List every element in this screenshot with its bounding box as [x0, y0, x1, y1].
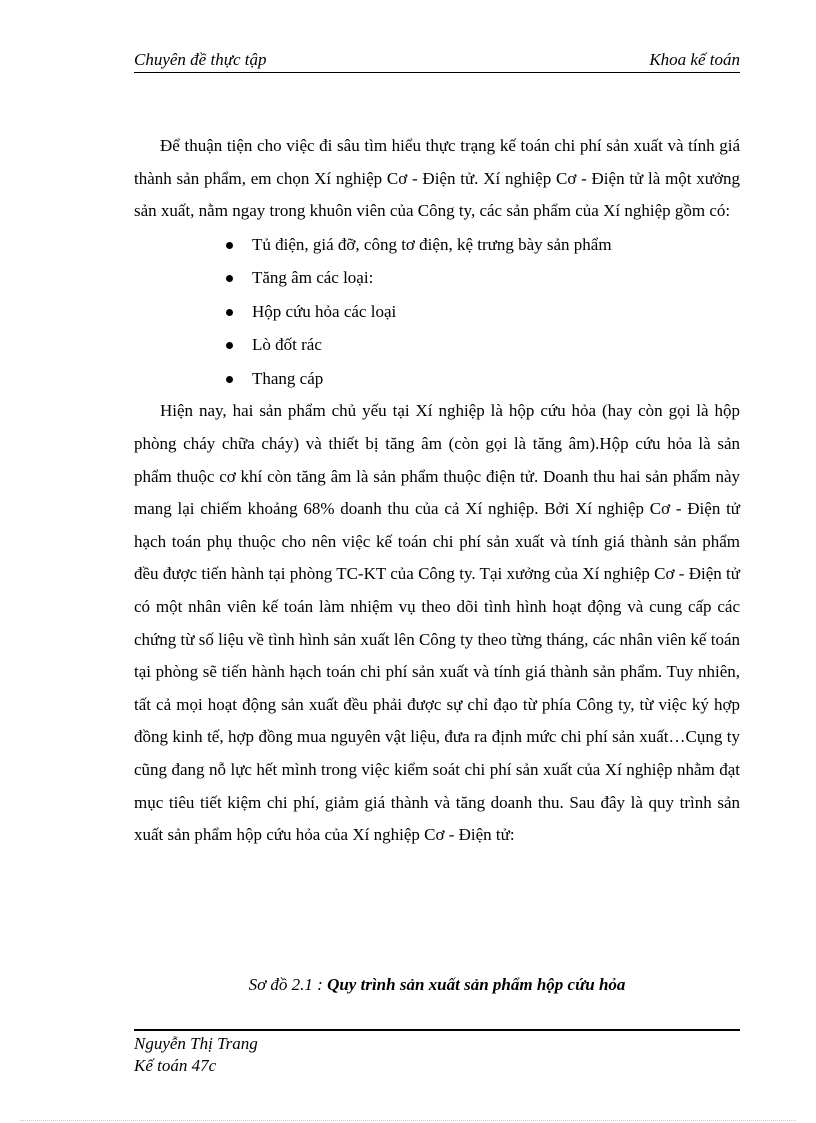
main-paragraph: Hiện nay, hai sản phẩm chủ yếu tại Xí nghiệp là hộp cứu hỏa (hay còn gọi là hộp phòng cháy chữa cháy) và thiết bị tăng âm (còn gọi là tăng âm).Hộp cứu hỏa là sản phẩm thuộc cơ khí còn tăng âm là sản phẩm thuộc điện tử. Doanh thu hai sản phẩm này mang lại chiếm khoảng 68% doanh thu của cả Xí nghiệp. Bởi Xí nghiệp Cơ - Điện tử hạch toán phụ thuộc cho nên việc kế toán chi phí sản xuất và tính giá thành sản phẩm đều được tiến hành tại phòng TC-KT của Công ty. Tại xưởng của Xí nghiệp Cơ - Điện tử có một nhân viên kế toán làm nhiệm vụ theo dõi tình hình hoạt động và cung cấp các chứng từ số liệu về tình hình sản xuất lên Công ty theo từng tháng, các nhân viên kế toán tại phòng sẽ tiến hành hạch toán chi phí sản xuất và tính giá thành sản phẩm. Tuy nhiên, tất cả mọi hoạt động sản xuất đều phải được sự chỉ đạo từ phía Công ty, từ việc ký hợp đồng kinh tế, hợp đồng mua nguyên vật liệu, đưa ra định mức chi phí sản xuất…Cụng ty cũng đang nỗ lực hết mình trong việc kiểm soát chi phí sản xuất của Xí nghiệp nhằm đạt mục tiêu tiết kiệm chi phí, giảm giá thành và tăng doanh thu. Sau đây là quy trình sản xuất sản phẩm hộp cứu hỏa của Xí nghiệp Cơ - Điện tử:: [134, 401, 740, 845]
caption-prefix: Sơ đồ 2.1: [248, 975, 313, 994]
diagram-caption: [134, 975, 740, 995]
caption-separator: :: [312, 975, 328, 994]
footer-divider: [134, 1029, 740, 1031]
product-label: Lò đốt rác: [252, 335, 322, 355]
list-item: [226, 261, 740, 295]
bullet-icon: [226, 242, 233, 249]
product-label: Tăng âm các loại:: [252, 268, 374, 288]
product-label: Hộp cứu hỏa các loại: [252, 301, 397, 321]
bullet-icon: [226, 342, 233, 349]
list-item: [226, 295, 740, 329]
product-label: Thang cáp: [252, 368, 324, 388]
header-department: Khoa kế toán: [649, 50, 740, 69]
header-title: Chuyên đề thực tập: [134, 50, 267, 69]
caption-title: Quy trình sản xuất sản phẩm hộp cứu hỏa: [327, 975, 626, 994]
header-divider: [134, 72, 740, 73]
footer-class: Kế toán 47c: [134, 1056, 217, 1075]
product-list: [134, 228, 740, 396]
list-item: [226, 228, 740, 262]
page-edge: [20, 1120, 796, 1121]
page-footer: [134, 1033, 258, 1077]
bullet-icon: [226, 309, 233, 316]
bullet-icon: [226, 275, 233, 282]
bullet-icon: [226, 376, 233, 383]
intro-paragraph: Để thuận tiện cho việc đi sâu tìm hiểu thực trạng kế toán chi phí sản xuất và tính giá thành sản phẩm, em chọn Xí nghiệp Cơ - Điện tử. Xí nghiệp Cơ - Điện tử là một xưởng sản xuất, nằm ngay trong khuôn viên của Công ty, các sản phẩm của Xí nghiệp gồm có:: [134, 136, 740, 220]
list-item: [226, 328, 740, 362]
document-body: [134, 130, 740, 852]
product-label: Tủ điện, giá đỡ, công tơ điện, kệ trưng bày sản phẩm: [252, 234, 612, 254]
page-header: [134, 50, 740, 72]
list-item: [226, 362, 740, 396]
footer-author: Nguyễn Thị Trang: [134, 1034, 258, 1053]
